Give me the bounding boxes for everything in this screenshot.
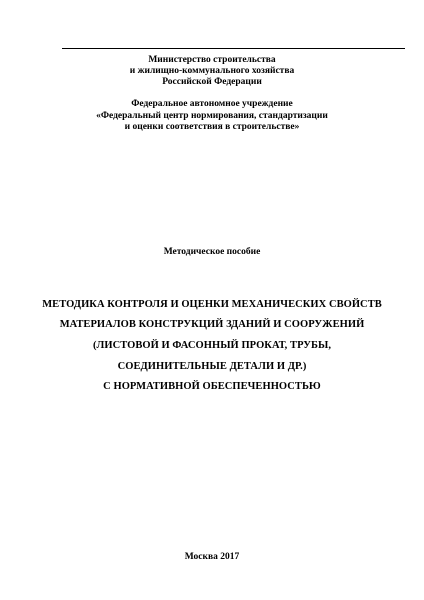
institution-line-2: «Федеральный центр нормирования, стандартизации bbox=[96, 111, 328, 121]
header-top-rule bbox=[62, 48, 405, 49]
title-line-1: МЕТОДИКА КОНТРОЛЯ И ОЦЕНКИ МЕХАНИЧЕСКИХ СВОЙСТВ bbox=[42, 299, 382, 310]
title-line-3: (ЛИСТОВОЙ И ФАСОННЫЙ ПРОКАТ, ТРУБЫ, bbox=[92, 340, 332, 351]
ministry-line-2: и жилищно-коммунального хозяйства bbox=[129, 66, 295, 76]
title-line-5: С НОРМАТИВНОЙ ОБЕСПЕЧЕННОСТЬЮ bbox=[103, 381, 321, 392]
ministry-line-3: Российской Федерации bbox=[162, 77, 262, 87]
ministry-line-1: Министерство строительства bbox=[148, 55, 276, 65]
institution-line-3: и оценки соответствия в строительстве» bbox=[124, 122, 300, 132]
institution-line-1: Федеральное автономное учреждение bbox=[131, 99, 293, 109]
title-line-4: СОЕДИНИТЕЛЬНЫЕ ДЕТАЛИ И ДР.) bbox=[117, 361, 307, 372]
document-type: Методическое пособие bbox=[163, 247, 261, 257]
title-line-2: МАТЕРИАЛОВ КОНСТРУКЦИЙ ЗДАНИЙ И СООРУЖЕНИЙ bbox=[59, 319, 365, 330]
place-year: Москва 2017 bbox=[184, 552, 240, 562]
